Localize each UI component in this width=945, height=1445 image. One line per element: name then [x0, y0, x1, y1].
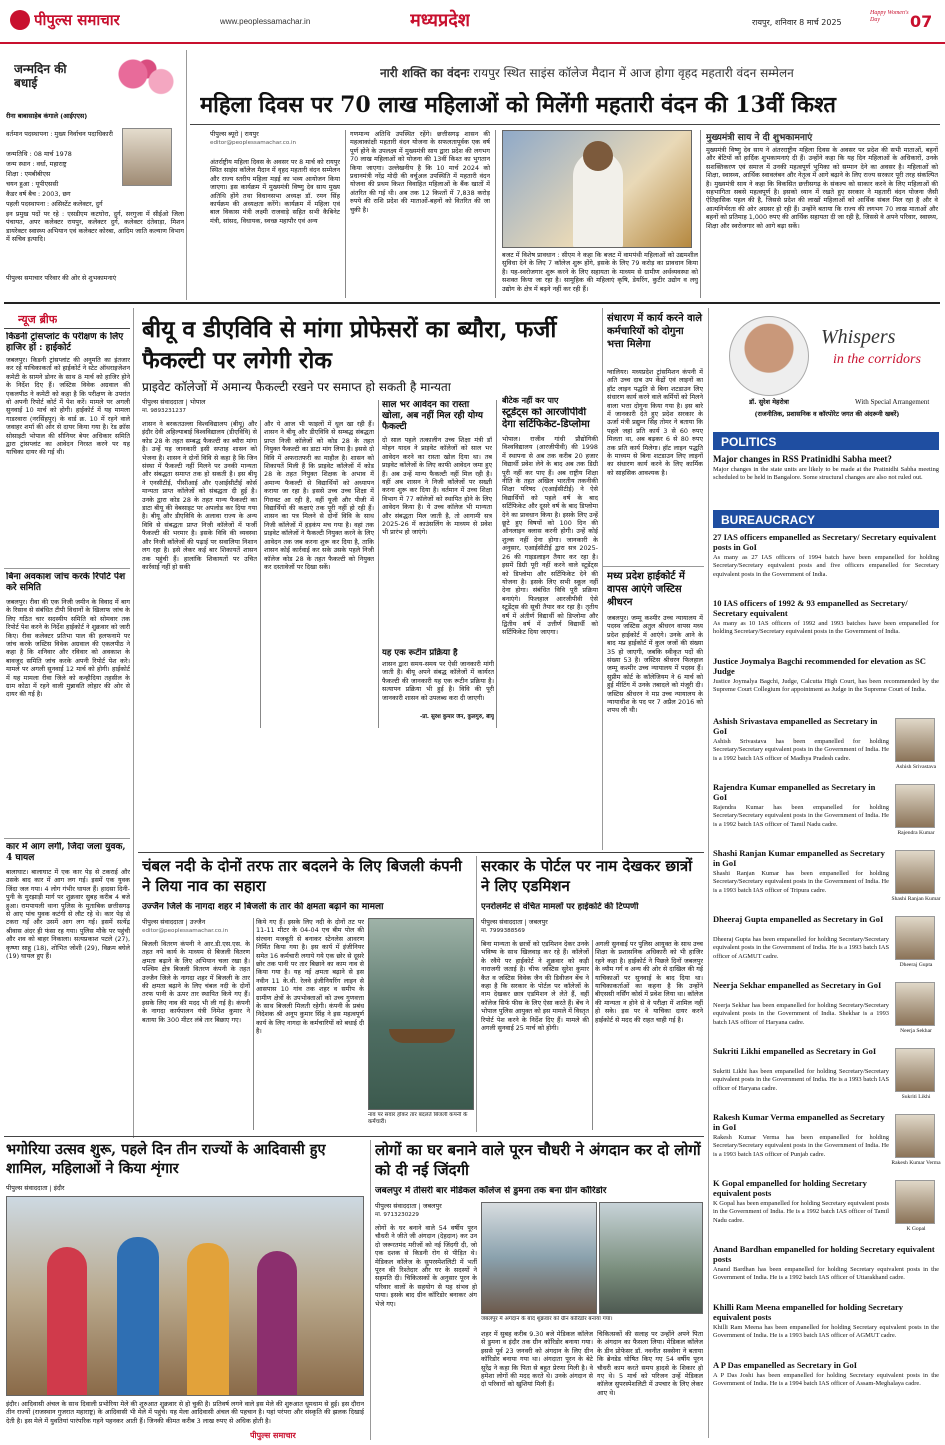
off-3-head: Dheeraj Gupta empanelled as Secretary in GoI	[713, 914, 884, 924]
organ-deck: जबलपुर में तीसरी बार मेडिकल कॉलेज से डुमना तक बना ग्रीन कॉरिडोर	[375, 1186, 607, 1196]
portal-byline-name: पीपुल्स संवाददाता	[481, 918, 523, 926]
cm-wishes-text: मुख्यमंत्री विष्णु देव साय ने अंतरराष्ट्रीय महिला दिवस के अवसर पर प्रदेश की सभी माताओं, बहनों और बेटियों को हार्दिक शुभकामनाएं दी हैं। उन्होंने कहा कि यह दिन महिलाओं के अधिकारों, उनके सशक्तिकरण एवं समाज में उनकी महत्वपूर्ण भूमिका को सम्मान देने का अवसर है। महिलाओं को शिक्षा, स्वास्थ्य, आर्थिक स्वावलंबन और नेतृत्व में आगे बढ़ाने के लिए राज्य सरकार पूरी तरह संकल्पित है। मुख्यमंत्री साय ने कहा कि विकसित छत्तीसगढ़ के संकल्प को साकार करने के लिए महिलाओं की सहभागिता सबसे महत्वपूर्ण है। इसको ध्यान में रखते हुए सरकार ने महतारी वंदन योजना जैसी ऐतिहासिक पहल की है, जिससे प्रदेश की लाखों महिलाओं को आर्थिक संबल मिल रहा है और वे आत्मनिर्भरता की ओर अग्रसर हो रही हैं। उन्होंने बताया कि राज्य की लगभग 70 लाख माताओं और बहनों को प्रतिमाह 1,000 रुपए की आर्थिक सहायता दी जा रही है, जिससे वे अपने परिवार, स्वास्थ्य, शिक्षा और स्वरोजगार को आगे बढ़ा सकें।	[706, 146, 938, 230]
tail-1-head: Khilli Ram Meena empanelled for holding Secretary equivalent posts	[713, 1302, 903, 1322]
whispers-column	[708, 308, 942, 1438]
organ-story	[370, 1140, 704, 1440]
whispers-logo-2: in the corridors	[833, 352, 921, 367]
birthday-line-0: वर्तमान पदस्थापना : मुख्य निर्वाचन पदाधिकारी	[6, 130, 113, 138]
chambal-byline-name: पीपुल्स संवाददाता	[142, 918, 184, 926]
off-0-text: Ashish Srivastava has been empanelled for holding Secretary/Secretary equivalent posts in the Government of India. He is a 1992 batch IAS officer of Madhya Pradesh cadre.	[713, 738, 889, 762]
off-0-photo	[895, 718, 935, 762]
off-2-label: Shashi Ranjan Kumar	[891, 896, 941, 902]
organ-col2: शहर में सुबह करीब 9.30 बजे मेडिकल कॉलेज से डुमना व इंदौर तक ग्रीन कॉरिडोर बनाया गया। इससे पूर्व 23 जनवरी को अंगदान के लिए ग्रीन कॉरिडोर बनाया गया था। अंगदाता पूरन के बेटे सुरेंद्र ने कहा कि पिता से बहुत प्रेरणा मिली है। वे हमेशा लोगों की मदद करते थे। उनके अंगदान से दो परिवारों को खुशियां मिली हैं।	[481, 1330, 593, 1389]
chambal-byline: पीपुल्स संवाददाता | उज्जैन	[142, 918, 206, 926]
cm-photo	[502, 130, 692, 248]
bhagoria-caption: इंदौर। आदिवासी अंचल के साथ दिवाली प्रभोरिया मेले की शुरुआत शुक्रवार से हो चुकी है। प्रतिवर्ष लगने वाले इस मेले की शुरुआत धूमधाम से हुई। इस दौरान तीन राज्यों (राजस्थान गुजरात महाराष्ट्र) के आदिवासी भी मेले में पहुंचे। यह मेला आदिवासी अंचल की पहचान है। यहां परंपरा और संस्कृति की झलक दिखाई देती है। इस मेले में युवतियां पारंपरिक गहने पहनकर आती हैं। जिनकी कीमत करीब 3 लाख रुपए से अधिक होती है।	[6, 1400, 364, 1425]
tail-2-text: A P Das Joshi has been empanelled for holding Secretary equivalent posts in the Government of India. He is a 1994 batch IAS officer of Assam-Meghalaya cadre.	[713, 1372, 939, 1388]
birthday-title: जन्मदिन की बधाई	[14, 62, 67, 90]
bhagoria-photo	[6, 1196, 364, 1396]
lead-kicker	[380, 66, 940, 80]
lead-kicker-strong: नारी शक्ति का वंदनः	[380, 66, 470, 80]
author-photo	[729, 316, 809, 396]
bureaucracy-label: BUREAUCRACY	[713, 510, 939, 528]
bu-quote-by: -प्रो. सुरेश कुमार जैन, कुलगुरु, बीयू	[419, 714, 494, 720]
masthead-logo: पीपुल्स समाचार	[34, 11, 120, 29]
bu-sub-text: शासन द्वारा समय-समय पर ऐसी जानकारी मांगी जाती है। बीयू अपने संबद्ध कॉलेजों में कार्यरत फैकल्टी की जानकारी यह एक रूटीन प्रक्रिया है। सत्यापन प्रक्रिया भी हुई है। विवि की पूरी जानकारी शासन को उपलब्ध करा दी जाएगी।	[382, 660, 494, 702]
tail-0-head: Anand Bardhan empanelled for holding Secretary equivalent posts	[713, 1244, 935, 1264]
politics-label: POLITICS	[713, 432, 939, 450]
flower-icon	[112, 54, 182, 104]
chambal-col1: बिजली वितरण कंपनी ने आर.डी.एस.एस. के तहत नये कार्य के माध्यम से बिजली वितरण क्षमता बढ़ाने के लिए अभियान चला रखा है। पश्चिम क्षेत्र बिजली वितरण कंपनी के तहत उज्जैन जिले के नागदा शहर में बिजली के तार की क्षमता बढ़ाने के लिए चंबल नदी के दोनों तरफ पानी के ऊपर तार स्थापित किये गए हैं। इसके लिए नाव की मदद भी ली गई है। कंपनी के नागदा कार्यपालन यंत्री निमेश कुमार ने बताया कि 300 मीटर लंबे तार बिछाए गए।	[142, 940, 250, 1024]
off-4-label: Neerja Sekhar	[900, 1028, 932, 1034]
whispers-author: डॉ. सुरेश मेहरोत्रा	[749, 398, 789, 406]
off-4-photo	[895, 982, 935, 1026]
off-7-text: K Gopal has been empanelled for holding Secretary equivalent posts in the Government of India. He is a 1992 batch IAS officer of Tamil Nadu cadre.	[713, 1200, 889, 1224]
off-7-label: K Gopal	[906, 1226, 926, 1232]
dancer-2	[117, 1237, 159, 1396]
transco-headline: संधारण में कार्य करने वाले कर्मचारियों को दोगुना भत्ता मिलेगा	[607, 313, 703, 350]
off-1-label: Rajendra Kumar	[897, 830, 935, 836]
off-0-head: Ashish Srivastava empanelled as Secretary in GoI	[713, 716, 878, 736]
off-6-photo	[895, 1114, 935, 1158]
bu-byline-name: पीपुल्स संवाददाता	[142, 398, 184, 406]
chambal-email: editor@peoplessamachar.co.in	[142, 928, 229, 934]
lead-headline: महिला दिवस पर 70 लाख महिलाओं को मिलेंगी महतारी वंदन की 13वीं किश्त	[200, 92, 836, 118]
bu-deck: प्राइवेट कॉलेजों में अमान्य फैकल्टी रखने पर समाप्त हो सकती है मान्यता	[142, 380, 451, 394]
transco-story	[602, 308, 704, 566]
birthday-line-4: चयन हुआ : यूपीएससी	[6, 180, 59, 188]
organ-byline-place: जबलपुर	[422, 1202, 442, 1210]
off-6-head: Rakesh Kumar Verma empanelled as Secretary in GoI	[713, 1112, 885, 1132]
organ-byline: पीपुल्स संवाददाता | जबलपुर	[375, 1202, 442, 1210]
bur-2-text: Justice Joymalya Bagchi, Judge, Calcutta High Court, has been recommended by the Supreme Court Collegium for appointment as Judge in the Supreme Court of India.	[713, 678, 939, 694]
off-6-text: Rakesh Kumar Verma has been empanelled for holding Secretary/Secretary equivalent posts in the Government of India. He is a 1993 batch IAS officer of Punjab cadre.	[713, 1134, 889, 1158]
off-7-photo	[895, 1180, 935, 1224]
birthday-line-5: कैडर वर्ष बैच : 2003, छग	[6, 190, 71, 198]
chambal-deck: उज्जैन जिले के नागदा शहर में बिजली के तार की क्षमता बढ़ाने का मामला	[142, 902, 384, 912]
off-0-label: Ashish Srivastava	[895, 764, 937, 770]
off-5-text: Sukriti Likhi has been empanelled for holding Secretary/Secretary equivalent posts in the Government of India. He is a 1993 batch IAS officer of Haryana cadre.	[713, 1068, 889, 1092]
portal-col2: अगली सुनवाई पर पुलिस आयुक्त के साथ उच्च शिक्षा के प्रशासनिक अधिकारी को भी हाजिर रहने कहा है। हाईकोर्ट ने पिछले दिनों जबलपुर के व्यौम गर्ग व अन्य की ओर से दाखिल की गई याचिकाओं पर सुनवाई के बाद दिया था। याचिकाकर्ताओं का कहना है कि उन्होंने बीएससी नर्सिंग कोर्स में प्रवेश लिया था। कॉलेज की मान्यता न होने से वे परीक्षा में शामिल नहीं हो सके। इस पर वे याचिका दायर करने हाईकोर्ट से मदद की राहत चाही गई है।	[595, 940, 703, 1024]
lead-email: editor@peoplessamachar.co.in	[210, 140, 297, 146]
portal-deck: एनरोलमेंट से वंचित मामलों पर हाईकोर्ट की टिप्पणी	[481, 902, 639, 912]
footer-logo: पीपुल्स समाचार	[250, 1430, 296, 1440]
justice-text: जबलपुर। जम्मू कश्मीर उच्च न्यायालय में पदस्थ जस्टिस अतुल श्रीधरन वापस मध्य प्रदेश हाईकोर्ट में आएंगे। उनके आने के बाद मप्र हाईकोर्ट में कुल जजों की संख्या 35 हो जाएगी, जबकि स्वीकृत पदों की संख्या 53 है। जस्टिस श्रीधरन फिलहाल जम्मू कश्मीर उच्च न्यायालय में पदस्थ हैं। सुप्रीम कोर्ट के कॉलेजियम ने 6 मार्च को हुई मीटिंग में उनके तबादले को मंजूरी दी। जस्टिस श्रीधरन ने मप्र उच्च न्यायालय के न्यायाधीश के पद पर 7 अप्रैल 2016 को शपथ ली थी।	[607, 614, 703, 715]
bhagoria-headline: भगोरिया उत्सव शुरू, पहले दिन तीन राज्यों के आदिवासी हुए शामिल, महिलाओं ने किया शृंगार	[6, 1141, 326, 1177]
chambal-byline-place: उज्जैन	[189, 918, 206, 926]
brief-0-body: जबलपुर। किडनी ट्रांसप्लांट की अनुमति का इंतजार कर रहे याचिकाकर्ता को हाईकोर्ट ने स्टेट ऑथराइजेशन कमेटी के सामने डोनर के साथ 8 मार्च को हाजिर होने के निर्देश दिए हैं। जस्टिस विवेक अग्रवाल की एकलपीठ ने कमेटी को कहा है कि परीक्षण के उपरांत वो अपनी रिपोर्ट कोर्ट में पेश करें। मामले पर अगली सुनवाई 10 मार्च को होगी। हाईकोर्ट में यह मामला गाडरवारा (नरसिंहपुर) के वार्ड क्र. 10 में रहने वाले जवाहर शर्मा की ओर से दायर किया गया है। रेड क्रॉस सोसाइटी भोपाल की सीनियर बेयर अधिकार समिति द्वारा ट्रांसप्लांट का आवेदन निरस्त करने पर यह याचिका दायर की गई थी।	[6, 356, 130, 457]
bur-2-head: Justice Joymalya Bagchi recommended for elevation as SC Judge	[713, 656, 926, 676]
birthday-line-6: पहली पदस्थापना : असिस्टेंट कलेक्टर, दुर्ग	[6, 200, 103, 208]
organ-col1: लोगों के घर बनाने वाले 54 वर्षीय पूरन चौधरी ने जीते जी अंगदान (देहदान) कर उन दो जरूरतमंद मरीजों को नई जिंदगी दी, जो एक दशक से किडनी रोग से पीड़ित थे। मेडिकल कॉलेज के सुपरस्पेशलिटी में भर्ती पूरन की रिश्तेदार और घर के सदस्यों ने सहमति दी। चिकित्सकों के अनुसार पूरन के परिवार वालों के सहयोग से यह संभव हो पाया। इसके बाद ग्रीन कॉरिडोर बनाकर अंग भेजे गए।	[375, 1224, 477, 1308]
masthead-url: www.peoplessamachar.in	[220, 17, 311, 26]
womens-day-badge: Happy Women's Day	[870, 10, 909, 23]
date-line: रायपुर, शनिवार 8 मार्च 2025	[752, 18, 842, 27]
brief-1-body: जबलपुर। रीवा की एक निजी जमीन के विवाद में बाग के रिसाव से संबंधित टीपी विधानों के खिलाफ जांच के लिए गठित चार सदस्यीय समिति को सोमवार तक रिपोर्ट पेश करने के निर्देश हाईकोर्ट ने शुक्रवार को जारी किए। रीवा कलेक्टर प्रतिभा पाल की हलफनामे पर जांच करके जस्टिस विवेक अग्रवाल की एकलपीठ ने कहा है कि शनिवार और रविवार को अवकाश के बावजूद समिति जांच करके अपनी रिपोर्ट पेश करे। मामले पर अगली सुनवाई 12 मार्च को होगी। हाईकोर्ट में यह मामला रीवा जिले को कन्हौदिया तहसील के ग्राम कोठा में रहने वाली मुन्नावति लोहार की ओर से दायर की गई है।	[6, 598, 130, 699]
off-1-text: Rajendra Kumar has been empanelled for holding Secretary/Secretary equivalent posts in the Government of India. He is a 1992 batch IAS officer of Tamil Nadu cadre.	[713, 804, 889, 828]
off-3-photo	[895, 916, 935, 960]
off-7-head: K Gopal empanelled for holding Secretary equivalent posts	[713, 1178, 867, 1198]
off-1-photo	[895, 784, 935, 828]
justice-headline: मध्य प्रदेश हाईकोर्ट में वापस आएंगे जस्टिस श्रीधरन	[607, 571, 685, 608]
lead-col1: अंतर्राष्ट्रीय महिला दिवस के अवसर पर 8 मार्च को रायपुर स्थित साइंस कॉलेज मैदान में वृहद महतारी वंदन सम्मेलन और राज्य स्तरीय महिला मड़ई का भव्य आयोजन किया जाएगा। इस कार्यक्रम में मुख्यमंत्री विष्णु देव साय मुख्य अतिथि होंगे तथा विधानसभा अध्यक्ष डॉ. रमन सिंह कार्यक्रम की अध्यक्षता करेंगे। कार्यक्रम में महिला एवं बाल विकास मंत्री लक्ष्मी राजवाड़े सहित सभी कैबिनेट मंत्री, सांसद, विधायक, स्वच्छ महापौर एवं अन्य	[210, 158, 340, 225]
off-5-photo	[895, 1048, 935, 1092]
bu-byline-place: भोपाल	[189, 398, 206, 406]
lead-byline-name: पीपुल्स ब्यूरो	[210, 130, 239, 138]
bu-byline: पीपुल्स संवाददाता | भोपाल	[142, 398, 206, 406]
birthday-line-3: शिक्षा : एमबीबीएस	[6, 170, 51, 178]
rgpv-text: भोपाल। राजीव गांधी प्रौद्योगिकी विश्वविद्यालय (आरजीपीवी) की 1998 में स्थापना से अब तक करीब 20 हजार विद्यार्थी प्रवेश लेने के बाद अब तक डिग्री पूरी नहीं कर पाए हैं। अब राष्ट्रीय शिक्षा नीति के तहत अखिल भारतीय तकनीकी शिक्षा परिषद (एआईसीटीई) ने ऐसे विद्यार्थियों को पहले वर्ष के बाद सर्टिफिकेट और दूसरे वर्ष के बाद डिप्लोमा देने का प्रावधान किया है। इसके लिए उन्हें छूटे हुए विषयों को 100 दिन की ऑनलाइन क्लास करनी होगी। उन्हें कोई शुल्क नहीं देना होगा। जानकारी के अनुसार, एआईसीटीई द्वारा सत्र 2025-26 की गाइडलाइन तैयार कर रहा है। इसमें डिग्री पूरी नहीं करने वाले स्टूडेंट्स को डिप्लोमा और सर्टिफिकेट देने की योजना है। इसके लिए सभी स्कूल नहीं देना होगा। संबंधित विवि पूरी प्रक्रिया बनाएंगे। फिलहाल आरजीपीवी ऐसे स्टूडेंट्स की सूची तैयार कर रहा है। तृतीय वर्ष में अंतीर्ण विद्यार्थी को डिप्लोमा और द्वितीय वर्ष में उत्तीर्ण विद्यार्थी को सर्टिफिकेट दिया जाएगा।	[502, 435, 598, 637]
organ-headline: लोगों का घर बनाने वाले पूरन चौधरी ने अंगदान कर दो लोगों को दी नई जिंदगी	[375, 1141, 701, 1179]
politics-head: Major changes in RSS Pratinidhi Sabha meet?	[713, 454, 892, 464]
chambal-headline: चंबल नदी के दोनों तरफ तार बदलने के लिए बिजली कंपनी ने लिया नाव का सहारा	[142, 857, 462, 895]
birthday-name: रीना बाबासाहेब कंगाले (आईएएस)	[6, 112, 88, 120]
portal-byline: पीपुल्स संवाददाता | जबलपुर	[481, 918, 548, 926]
bhagoria-byline: पीपुल्स संवाददाता | इंदौर	[6, 1184, 65, 1192]
politics-text: Major changes in the state units are likely to be made at the Pratinidhi Sabha meeting scheduled to be held in Bangalore. Some structural changes are also not ruled out.	[713, 466, 939, 482]
off-5-label: Sukriti Likhi	[901, 1094, 931, 1100]
brief-1-head: बिना अवकाश जांच करके रिपोर्ट पेश करे समिति	[6, 572, 126, 593]
chambal-col2: किये गए हैं। इसके लिए नदी के दोनों तट पर 11-11 मीटर के 04-04 एच बीम पोल की संरचना मजबूती से बनाकर स्टेनलेस आवरण निर्मित किया गया है। इस कार्य में इंजीनियर समेत 16 कर्मचारी लगाये गये एक छोर से दूसरे छोर तक पानी पर तार बिछाने का काम नाव से किया गया है। यह नई क्षमता बढ़ाने से इस नवीन 11 के.वी. रेलवे इंजीनियरिंग लाइन से आसपास 10 गांव तक शहर व समीप के ग्रामीण क्षेत्रों के उपभोक्ताओं को उच्च गुणवत्ता के साथ बिजली मिलती रहेगी। कंपनी के प्रबंध निदेशक श्री अनूप कुमार सिंह ने इस महत्वपूर्ण कार्य के लिए नागदा के कर्मचारियों को बधाई दी है।	[256, 918, 364, 1036]
bur-1-text: As many as 10 IAS officers of 1992 and 1993 batches have been empanelled for holding Secretary/Secretary equivalent posts in the Government of India.	[713, 620, 939, 636]
dancer-4	[257, 1251, 297, 1396]
organ-col3: चिकित्सकों की सलाह पर उन्होंने अपने पिता के अंगदान का फैसला लिया। मेडिकल कॉलेज के डीन प्रोफेसर डॉ. नवनीत सक्सेना ने बताया कि ब्रेनडेड घोषित किए गए 54 वर्षीय पूरन चौधरी काम करते समय हादसे के शिकार हो गए थे। 5 मार्च को परिजन उन्हें मेडिकल कॉलेज सुपरस्पेशलिटी में उपचार के लिए लेकर आए थे।	[597, 1330, 703, 1397]
news-brief-label: न्यूज ब्रीफ	[18, 313, 58, 326]
chambal-caption: नाव पर सवार होकर तार बदलते बिजली कंपनी के कर्मचारी।	[368, 1112, 468, 1126]
off-3-label: Dheeraj Gupta	[899, 962, 933, 968]
birthday-line-7: इन प्रमुख पदों पर रहे : एसडीएम कटघोरा, दुर्ग, सरगुजा में सीईओ जिला पंचायत, अपर कलेक्टर रायपुर, कलेक्टर दुर्ग, कलेक्टर दंतेवाड़ा, मिशन डायरेक्टर स्वास्थ्य अभियान एवं कलेक्टर कोरबा, आदिम जाति कल्याण विभाग में सचिव इत्यादि।	[6, 210, 184, 244]
bu-col1: शासन ने बरकतउल्ला विश्वविद्यालय (बीयू) और इंदौर देवी अहिल्याबाई विश्वविद्यालय (डीएविवि) से कोड 28 के तहत सम्बद्ध फैकल्टी का ब्यौरा मांगा है। उन्हें यह जानकारी इसी सप्ताह शासन को भेजना है। शासन ने दोनों विवि से कहा है कि जिन संस्था में फैकल्टी नहीं मिलने पर उनकी मान्यता और संबद्धता समाप्त तक हो सकती है। इस बीयू ने एनसीटीई, पीसीआई और एआईसीटीई कोर्स मान्यता प्राप्त कॉलेजों को संबद्धता दी हुई है। उनके द्वारा कोड 28 के तहत मान्य फैकल्टी का डाटा बीयू की वेबसाइट पर अपलोड कर दिया गया है। बीयू और डीएविवि के अलावा राज्य के अन्य विवि से संबद्धता प्राप्त निजी कॉलेजों में फर्जी फैकल्टी की भरमार है। इसके विवि की व्यवस्था और निजी कॉलेजों की पढ़ाई पर सवालिया निशान लग रहा है। इसे लेकर कई बार शिकायतें शासन तक पहुंची हैं। हालांकि शिकायतों पर उचित कार्रवाई नहीं हो सकी	[142, 420, 257, 571]
birthday-line-2: जन्म स्थान : वर्धा, महाराष्ट्र	[6, 160, 67, 168]
lead-kicker-rest: रायपुर स्थित साइंस कॉलेज मैदान में आज होगा वृहद महतारी वंदन सम्मेलन	[473, 66, 794, 80]
brief-0-head: किडनी ट्रांसप्लांट के परीक्षण के लिए हाजिर हों : हाईकोर्ट	[6, 332, 124, 353]
rgpv-headline: स्टूडेंट्स को आरजीपीवी देगा सर्टिफिकेट-डिप्लोमा	[502, 407, 590, 430]
rgpv-kicker: बीटेक नहीं कर पाए	[502, 395, 559, 405]
cm-photo-face	[583, 141, 613, 171]
brief-2-head: कार में आग लगी, जिंदा जला युवक, 4 घायल	[6, 842, 126, 863]
boat-shape	[389, 1029, 455, 1043]
portal-mobile: मो. 7999388569	[481, 928, 525, 934]
bhagoria-byline-name: पीपुल्स संवाददाता	[6, 1184, 48, 1192]
organ-byline-name: पीपुल्स संवाददाता	[375, 1202, 417, 1210]
bur-0-text: As many as 27 IAS officers of 1994 batch have been empanelled for holding Secretary/Secretary equivalent posts and five officers empanelled for Secretary equivalent posts in the Government of India.	[713, 554, 939, 578]
portal-headline: सरकार के पोर्टल पर नाम देखकर छात्रों ने लिए एडमिशन	[481, 857, 693, 895]
bu-mobile: मो. 9893231237	[142, 408, 186, 414]
off-5-head: Sukriti Likhi empanelled as Secretary in GoI	[713, 1046, 877, 1056]
birthday-photo	[122, 128, 172, 186]
birthday-box	[4, 50, 187, 300]
tail-0-text: Anand Bardhan has been empanelled for holding Secretary equivalent posts in the Government of India. He is a 1992 batch IAS officer of Uttarakhand cadre.	[713, 1266, 939, 1282]
off-2-head: Shashi Ranjan Kumar empanelled as Secretary in GoI	[713, 848, 885, 868]
lead-photo-caption: बजट में विशेष प्रावधान : सीएम ने कहा कि बजट में वामपंथी महिलाओं को उद्यमशील सुविधा देने के लिए 7 कॉलेज शुरू होंगे, इसके के लिए 79 करोड़ का प्रावधान किया है। यह-स्वरोजगार शुरू करने के लिए सहायता के माध्यम से ग्रामीण अर्थव्यवस्था को सशक्त किया जा रहा है। सामूहिक की महिलाएं कृषि, डेयरिंग, कुटीर उद्योग व लघु उद्योग के क्षेत्र में बढ़ने नहीं कर रही हैं।	[502, 251, 698, 293]
bhagoria-byline-place: इंदौर	[53, 1184, 65, 1192]
off-2-text: Shashi Ranjan Kumar has been empanelled for holding Secretary/Secretary equivalent posts in the Government of India. He is a 1993 batch IAS officer of Tripura cadre.	[713, 870, 889, 894]
cm-wishes-title: मुख्यमंत्री साय ने दी शुभकामनाएं	[706, 133, 813, 143]
off-4-text: Neerja Sekhar has been empanelled for holding Secretary/Secretary equivalent posts in the Government of India. Shekhar is a 1993 batch IAS officer of Haryana cadre.	[713, 1002, 889, 1026]
organ-mobile: मो. 9713230229	[375, 1212, 419, 1218]
organ-photo-2	[599, 1202, 703, 1314]
justice-story	[602, 566, 704, 850]
tail-1-text: Khilli Ram Meena has been empanelled for holding Secretary equivalent posts in the Government of India. He is a 1993 batch IAS officer of AGMUT cadre.	[713, 1324, 939, 1340]
birthday-line-1: जन्मतिथि : 08 मार्च 1978	[6, 150, 72, 158]
organ-caption: जबलपुर में अंगदान के बाद शुक्रवार को ग्रीन कॉरिडोर बनाया गया।	[481, 1316, 613, 1322]
off-1-head: Rajendra Kumar empanelled as Secretary in GoI	[713, 782, 876, 802]
birthday-line-8: पीपुल्स समाचार परिवार की ओर से शुभकामनाएं	[6, 274, 117, 282]
tail-2-head: A P Das empanelled as Secretary in GoI	[713, 1360, 858, 1370]
off-3-text: Dheeraj Gupta has been empanelled for holding Secretary/Secretary equivalent posts in the Government of India. He is a 1993 batch IAS officer of AGMUT cadre.	[713, 936, 889, 960]
bu-box-title: साल भर आवेदन का रास्ता खोला, अब नहीं मिल रही योग्य फैकल्टी	[382, 400, 483, 432]
dancer-3	[187, 1243, 229, 1396]
page-number: 07	[910, 12, 933, 31]
dancer-1	[47, 1247, 87, 1396]
lead-story	[190, 48, 940, 300]
whispers-special: With Special Arrangement	[855, 399, 930, 406]
off-2-photo	[895, 850, 935, 894]
news-brief	[4, 308, 134, 1138]
rgpv-story	[500, 395, 600, 745]
lead-col2: गणमान्य अतिथि उपस्थित रहेंगे। छत्तीसगढ़ शासन की महत्वाकांक्षी महतारी वंदन योजना के सफलतापूर्वक एक वर्ष पूर्ण होने के उपलक्ष्य में मुख्यमंत्री साय द्वारा प्रदेश की लगभग 70 लाख महिलाओं को योजना की 13वीं किश्त का भुगतान किया जाएगा। उल्लेखनीय है कि 10 मार्च 2024 को प्रधानमंत्री नरेंद्र मोदी की वर्चुअल उपस्थिति में महतारी वंदन योजना की प्रथम किश्त विवाहित महिलाओं के बैंक खातों में अंतरित की गई थी। अब तक 12 किश्तों में 7,838 करोड़ रुपये की राशि प्रदेश की माताओं-बहनों को वितरित की जा चुकी है।	[350, 130, 490, 214]
bhagoria-story	[4, 1140, 366, 1440]
chambal-boat-photo	[368, 918, 474, 1110]
logo-icon	[10, 10, 30, 30]
lead-byline-place: रायपुर	[244, 130, 259, 138]
bur-0-head: 27 IAS officers empanelled as Secretary/ Secretary equivalent posts in GoI	[713, 532, 937, 552]
transco-text: ग्वालियर। मध्यप्रदेश ट्रांसमिशन कंपनी में अति उच्च दाब उप केंद्रों एवं लाइनों का हॉट लाइन पद्धति से बिना शटडाउन लिए संधारण कार्य करने वाले कर्मियों को मिलने वाला भत्ता दोगुना किया गया है। इस बारे में जानकारी देते हुए प्रदेश सरकार के ऊर्जा मंत्री प्रद्युम्न सिंह तोमर ने बताया कि पहले जहां प्रति कार्य 3 से 60 रुपए मिलता था, अब बढ़कर 6 से 80 रुपए तक प्रति कार्य मिलेगा। हॉट लाइन पद्धति के माध्यम से बिना शटडाउन लिए लाइनों का संधारण कार्य करने के लिए कार्मिक को साहसिक आवश्यक है।	[607, 368, 703, 477]
portal-byline-place: जबलपुर	[528, 918, 548, 926]
off-4-head: Neerja Sekhar empanelled as Secretary in GoI	[713, 980, 882, 990]
lead-byline: पीपुल्स ब्यूरो | रायपुर	[210, 130, 259, 138]
whispers-logo-1: Whispers	[821, 326, 896, 348]
bu-headline: बीयू व डीएविवि से मांगा प्रोफेसरों का ब्यौरा, फर्जी फैकल्टी पर लगेगी रोक	[142, 316, 557, 374]
whispers-tagline: (राजनीतिक, प्रशासनिक व कॉरपोरेट जगत की अंदरूनी खबरें)	[754, 410, 900, 418]
chambal-story	[138, 856, 474, 1132]
masthead	[0, 0, 945, 44]
portal-col1: बिना मान्यता के छात्रों को एडमिशन देकर उनके भविष्य के साथ खिलवाड़ कर रहे हैं। कॉलेजों के रवैये पर हाईकोर्ट ने शुक्रवार को कड़ी नाराजगी जताई है। चीफ जस्टिस सुरेश कुमार कैत व जस्टिस विवेक जैन की डिवीजन बेंच ने कहा है कि सरकार के पोर्टल पर कॉलेजों के नाम देखकर छात्र एडमिशन ले लेते हैं, वहीं कॉलेज सिर्फ फीस के लिए ऐसा करते हैं। बेंच ने भोपाल पुलिस आयुक्त को इस मामले में विस्तृत रिपोर्ट पेश करने के निर्देश दिए हैं। मामले की अगली सुनवाई 25 मार्च को होगी।	[481, 940, 589, 1033]
off-6-label: Rakesh Kumar Verma	[891, 1160, 941, 1166]
bu-box-text: दो साल पहले तत्कालीन उच्च शिक्षा मंत्री डॉ मोहन यादव ने प्राइवेट कॉलेजों को साल भर आवेदन करने का रास्ता खोल दिया था। तब प्राइवेट कॉलेजों के लिए काफी आवेदन जमा हुए हैं। अब उन्हें मान्य फैकल्टी नहीं मिल रही है। वहीं अब शासन ने निजी कॉलेजों पर सख्ती करना शुरू कर दिया है। वर्तमान में उच्च शिक्षा विभाग में 77 कॉलेजों को स्थापित होने के लिए आवेदन किया है। ये उच्च कॉलेज भी मान्यता और संबद्धता मिल जाती है, तो आगामी सत्र 2025-26 में काउंसलिंग के माध्यम से प्रवेश भी प्रारंभ हो जाएंगे।	[382, 436, 492, 537]
bur-1-head: 10 IAS officers of 1992 & 93 empanelled as Secretary/ Secretary equivalent	[713, 598, 908, 618]
brief-2-body: बालाघाट। बालाघाट में एक कार पेड़ से टकराई और उसके बाद कार में आग लग गई। इसमें एक युवक जिंदा जल गया। 4 लोग गंभीर घायल हैं। हादसा दिनी-पुनी के मुरझाड़ी मार्ग पर शुक्रवार सुबह करीब 4 बजे हुआ। रामपायली थाना पुलिस के मुताबिक छत्तीसगढ़ से आए पांच युवक कटंगी से लौट रहे थे। कार पेड़ से टकरा गई और उसमें आग लग गई। इसमें सत्येंद्र श्रीवास अंदर ही फंसा रह गया। पुलिस मौके पर पहुंची और शव को बाहर निकाला। सत्यप्रकाश पटले (27), कृष्णा साहू (18), शोभित जोशी (29), विक्रम बघेले (19) घायल हुए हैं।	[6, 868, 130, 961]
bu-col2: और ये आज भी फाइलों में धूल खा रही हैं। शासन ने बीयू और डीएविवि से सम्बद्ध संबद्धता प्राप्त निजी कॉलेजों को कोड 28 के तहत नियुक्त फैकल्टी का डाटा मांग लिया है। इससे दो विवि में अफरातफरी का माहौल है। शासन को शिकायतें मिली हैं कि प्राइवेट कॉलेजों में कोड 28 के तहत नियुक्त शिक्षक के अभाव में अमान्य फैकल्टी से विद्यार्थियों को अध्यापन कराया जा रहा है। इससे उच्च उच्च शिक्षा में गिरावट आ रही है, वहीं यूजी और पीजी में विद्यार्थियों की कक्षाएं तक पूरी नहीं हो रही हैं। शासन का पत्र मिलने से दोनों विवि के साथ निजी कॉलेजों में हड़कंप मच गया है। वहां तक प्राइवेट कॉलेजों ने फैकल्टी नियुक्त करने के लिए आवेदन तक जब करना शुरू कर दिया है, ताकि शासन कोई कार्रवाई कर सके उसके पहले निजी कॉलेज कोड 28 के तहत फैकल्टी को नियुक्त कर दस्तावेजों पर दिखा सकें।	[264, 420, 374, 571]
portal-story	[476, 856, 704, 1132]
organ-photo	[481, 1202, 597, 1314]
section-title: मध्यप्रदेश	[410, 10, 471, 31]
bu-sub-title: यह एक रूटीन प्रक्रिया है	[382, 648, 458, 658]
